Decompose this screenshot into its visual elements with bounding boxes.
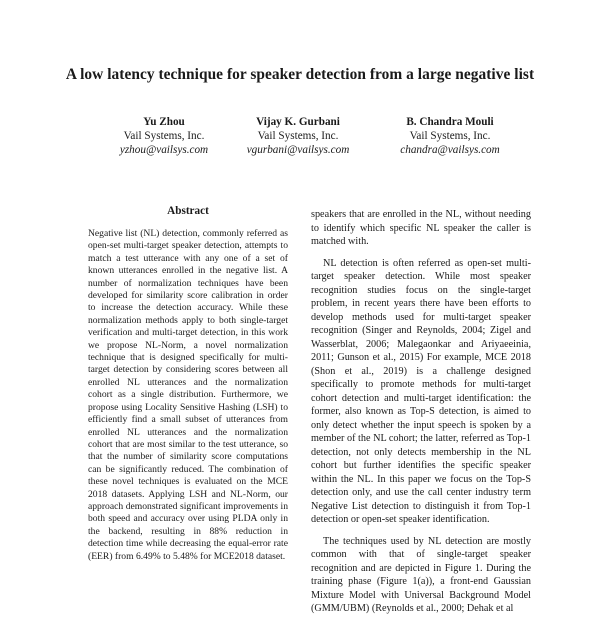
author-email: chandra@vailsys.com [400, 144, 500, 156]
intro-paragraph: The techniques used by NL detection are mostly common with that of single-target speaker recognition and are depicted in Figure 1. During the training phase (Figure 1(a)), a front-end Gaussian Mixture Model with Universal Background Model (GMM/UBM) (Reynolds et al., 2000; Dehak et al [311, 535, 531, 614]
author-block [213, 115, 383, 157]
paper-title: A low latency technique for speaker detection from a large negative list [65, 66, 535, 83]
abstract-heading: Abstract [167, 205, 209, 217]
author-affiliation: Vail Systems, Inc. [123, 130, 205, 142]
author-block [365, 115, 535, 157]
author-name: Vijay K. Gurbani [256, 116, 340, 128]
abstract-body: Negative list (NL) detection, commonly referred as open-set multi-target speaker detection, attempts to match a test utterance with any one of a set of known utterances enrolled in the negative list. A number of normalization techniques have been developed for similarity score calibration in order to increase the detection accuracy. While these normalization methods apply to both single-target verification and multi-target detection, in this work we propose NL-Norm, a novel normalization technique that is designed specifically for multi-target detection by considering scores between all enrolled NL utterances and the normalization cohort as a single distribution. Furthermore, we propose using Locality Sensitive Hashing (LSH) to efficiently find a small subset of utterances from enrolled NL utterances and the normalization cohort that are most similar to the test utterance, so that the number of similarity score computations can be significantly reduced. The combination of these novel techniques is evaluated on the MCE 2018 datasets. Applying LSH and NL-Norm, our approach demonstrated significant improvements in both speed and accuracy over using PLDA only in the backend, resulting in 88% reduction in detection time while decreasing the equal-error rate (EER) from 6.49% to 5.48% for MCE2018 dataset. [88, 228, 288, 562]
author-email: yzhou@vailsys.com [119, 144, 209, 156]
intro-paragraph: speakers that are enrolled in the NL, without needing to identify which specific NL speaker the caller is matched with. [311, 209, 531, 247]
author-name: Yu Zhou [143, 116, 185, 128]
author-email: vgurbani@vailsys.com [246, 144, 350, 156]
intro-paragraph: NL detection is often referred as open-set multi-target speaker detection. While most speaker recognition studies focus on the single-target problem, in recent years there have been efforts to develop methods used for multi-target speaker recognition (Singer and Reynolds, 2004; Zigel and Wasserblat, 2006; Malegaonkar and Ariyaeeinia, 2011; Gunson et al., 2015) For example, MCE 2018 (Shon et al., 2019) is a challenge designed specifically to promote methods for multi-target cohort detection and multi-target identification: the former, also known as Top-S detection, is aimed to only detect whether the input speech is spoken by a member of the NL cohort; the latter, referred as Top-1 detection, not only detects membership in the NL cohort but further identifies the specific speaker within the NL. In this paper we focus on the Top-S detection only, and use the call center industry term Negative List detection to distinguish it from Top-1 detection or open-set speaker identification. [311, 257, 531, 525]
author-affiliation: Vail Systems, Inc. [409, 130, 491, 142]
intro-column [311, 208, 531, 624]
author-affiliation: Vail Systems, Inc. [257, 130, 339, 142]
author-name: B. Chandra Mouli [406, 116, 494, 128]
